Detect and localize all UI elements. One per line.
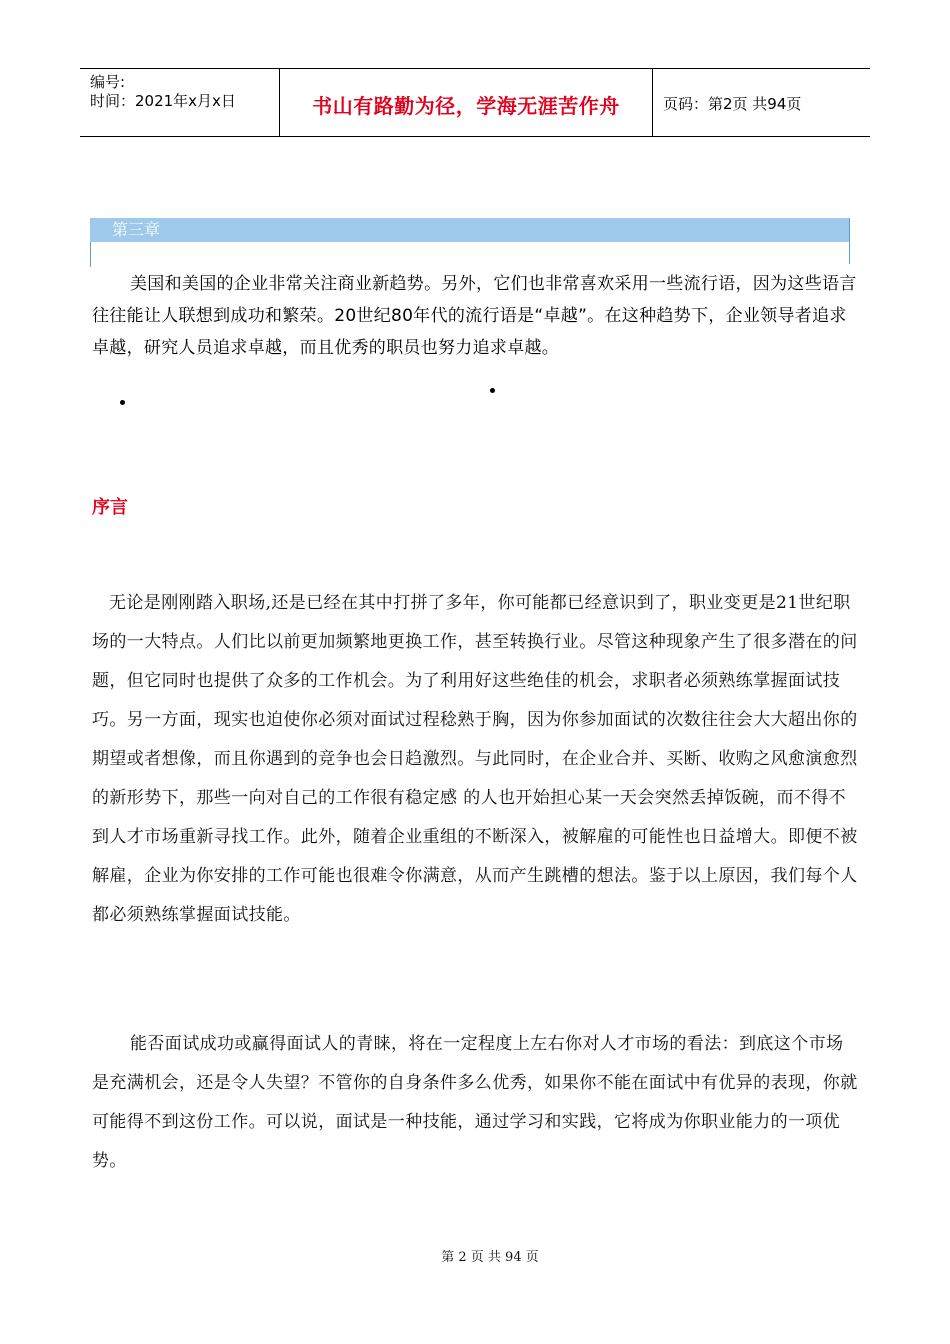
chapter-summary: 美国和美国的企业非常关注商业新趋势。另外，它们也非常喜欢采用一些流行语，因为这些语言往往能让人联想到成功和繁荣。20世纪80年代的流行语是“卓越”。在这种趋势下，企业领导者追求卓越，研究人员追求卓越，而且优秀的职员也努力追求卓越。 xyxy=(92,274,857,358)
header-motto: 书山有路勤为径，学海无涯苦作舟 xyxy=(312,94,620,118)
body-paragraph: 无论是刚刚踏入职场,还是已经在其中打拼了多年，你可能都已经意识到了，职业变更是21世纪职场的一大特点。人们比以前更加频繁地更换工作，甚至转换行业。尽管这种现象产生了很多潜在的问题，但它同时也提供了众多的工作机会。为了利用好这些绝佳的机会，求职者必须熟练掌握面试技巧。另一方面，现实也迫使你必须对面试过程稔熟于胸，因为你参加面试的次数往往会大大超出你的期望或者想像，而且你遇到的竞争也会日趋激烈。与此同时，在企业合并、买断、收购之风愈演愈烈的新形势下，那些一向对自己的工作很有稳定感 的人也开始担心某一天会突然丢掉饭碗，而不得不到人才市场重新寻找工作。此外，随着企业重组的不断深入，被解雇的可能性也日益增大。即便不被解雇，企业为你安排的工作可能也很难令你满意，从而产生跳槽的想法。鉴于以上原因，我们每个人都必须熟练掌握面试技能。 xyxy=(92,593,858,925)
bullet-dot xyxy=(120,400,125,405)
number-label: 编号: xyxy=(90,73,126,91)
chapter-bracket-left xyxy=(90,242,91,267)
header-page-cell xyxy=(653,69,870,136)
chapter-title: 第三章 xyxy=(112,220,161,239)
header-page-code: 页码：第2页 共94页 xyxy=(663,95,802,113)
date-label: 时间：2021年x月x日 xyxy=(90,92,236,110)
header-motto-cell xyxy=(280,69,653,136)
section-title: 序言 xyxy=(92,497,128,518)
bullet-dot xyxy=(490,388,495,393)
page-header xyxy=(80,68,870,137)
page-footer: 第 2 页 共 94 页 xyxy=(441,1250,539,1265)
header-meta-cell xyxy=(80,69,280,136)
chapter-title-bar xyxy=(90,218,850,242)
body-paragraph: 能否面试成功或赢得面试人的青睐，将在一定程度上左右你对人才市场的看法：到底这个市场是充满机会，还是令人失望？不管你的自身条件多么优秀，如果你不能在面试中有优异的表现，你就可能得不到这份工作。可以说，面试是一种技能，通过学习和实践，它将成为你职业能力的一项优势。 xyxy=(92,1034,858,1171)
chapter-bracket-right xyxy=(849,218,850,264)
